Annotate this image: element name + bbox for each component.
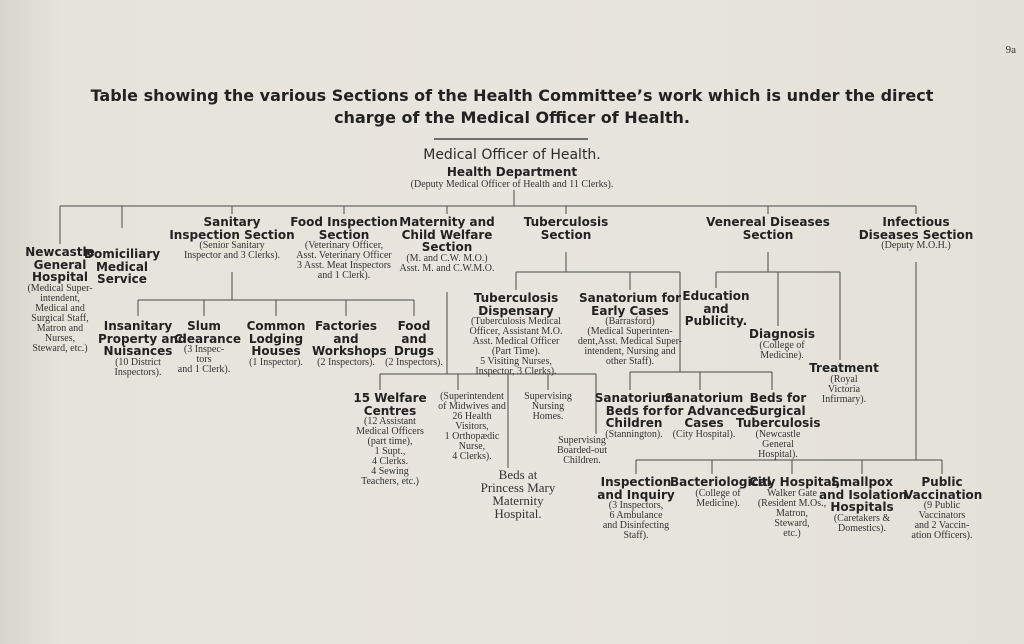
node-factories — [312, 319, 387, 368]
node-tb — [511, 216, 621, 241]
node-fooddrugs-name-2: Drugs — [393, 344, 435, 359]
node-vd-name-1: Section — [742, 227, 794, 242]
node-dispensary-note-0: (Tuberculosis Medical — [471, 316, 561, 328]
node-vaccination-note-1: Vaccinators — [918, 510, 966, 522]
node-welfare-note-1: Medical Officers — [356, 426, 424, 438]
node-sanatorium-note-0: (Barrasford) — [605, 316, 655, 328]
node-fooddrugs-name-0: Food — [397, 319, 431, 333]
node-lodging-name-1: Lodging — [248, 331, 304, 346]
node-smallpox — [819, 475, 908, 534]
node-diagnosis-note-1: Medicine). — [760, 349, 804, 361]
node-food-note-0: (Veterinary Officer, — [304, 240, 384, 252]
node-welfare-note-4: 4 Clerks. — [371, 456, 409, 468]
node-dispensary — [461, 292, 571, 377]
node-sanatorium-note-1: (Medical Superinten- — [587, 326, 673, 338]
node-infectious-name-1: Diseases Section — [858, 227, 974, 242]
node-cityhospital-note-0: Walker Gate — [767, 487, 817, 499]
node-newcastle-name-0: Newcastle — [25, 245, 95, 259]
node-lodging-name-0: Common — [246, 319, 306, 333]
node-education — [681, 290, 751, 328]
node-dispensary-note-5: Inspector, 3 Clerks). — [475, 366, 557, 378]
node-food-note-2: 3 Asst. Meat Inspectors — [297, 260, 391, 272]
node-vaccination-note-0: (9 Public — [923, 500, 961, 512]
node-inspection-note-1: 6 Ambulance — [609, 510, 663, 522]
node-sanatorium-name-1: Early Cases — [591, 303, 669, 318]
moh-heading: Medical Officer of Health. — [423, 147, 601, 163]
node-domiciliary-name-0: Domiciliary — [84, 247, 161, 261]
node-welfare-note-6: Teachers, etc.) — [361, 476, 419, 488]
node-boarded-note-2: Children. — [563, 455, 601, 466]
node-advanced — [664, 391, 754, 440]
node-lodging-name-2: Houses — [251, 344, 301, 359]
node-children-name-2: Children — [605, 416, 663, 431]
node-inspection-note-0: (3 Inspectors, — [608, 500, 664, 512]
node-beds-note-0: Beds at — [498, 467, 538, 482]
node-newcastle-note-4: Matron and — [36, 322, 84, 334]
node-slum — [174, 319, 241, 376]
node-children-name-1: Beds for — [605, 403, 663, 418]
node-cityhospital-note-3: Steward, — [774, 517, 810, 529]
node-inspection-name-0: Inspection — [600, 475, 672, 489]
node-advanced-note-0: (City Hospital). — [672, 428, 736, 440]
node-tb-name-0: Tuberculosis — [523, 215, 609, 229]
node-bacteriological-note-1: Medicine). — [696, 497, 740, 509]
node-lodging-note-0: (1 Inspector). — [249, 356, 303, 368]
node-surgical-note-2: Hospital). — [758, 448, 798, 460]
node-bacteriological-note-0: (College of — [695, 487, 741, 499]
node-boarded-note-1: Boarded-out — [557, 445, 607, 456]
health-department: Health Department — [446, 165, 578, 179]
page-number: 9a — [1005, 44, 1016, 56]
node-midwives-note-6: 4 Clerks). — [452, 451, 492, 462]
node-midwives-note-5: Nurse, — [458, 441, 486, 452]
node-education-name-0: Education — [682, 289, 750, 303]
node-food-note-3: and 1 Clerk). — [317, 270, 371, 282]
node-dispensary-name-1: Dispensary — [478, 303, 554, 318]
node-fooddrugs-note-0: (2 Inspectors). — [385, 356, 443, 368]
node-cityhospital-note-1: (Resident M.Os., — [757, 497, 827, 509]
node-surgical-name-2: Tuberculosis — [736, 416, 821, 431]
node-boarded-note-0: Supervising — [558, 435, 606, 446]
node-treatment-note-2: Infirmary). — [821, 393, 867, 405]
node-newcastle-note-6: Steward, etc.) — [32, 342, 88, 354]
node-fooddrugs — [384, 320, 444, 368]
node-cityhospital-note-2: Matron, — [776, 507, 808, 519]
node-dispensary-note-2: Asst. Medical Officer — [472, 336, 560, 348]
node-treatment — [809, 362, 879, 405]
node-advanced-name-1: for Advanced — [664, 403, 754, 418]
node-beds-note-3: Hospital. — [494, 506, 542, 521]
node-nursing-note-1: Nursing — [531, 401, 565, 412]
node-beds-note-1: Princess Mary — [480, 480, 556, 495]
node-vd — [703, 216, 833, 241]
node-infectious — [856, 216, 976, 251]
node-infectious-note-0: (Deputy M.O.H.) — [881, 240, 951, 252]
node-welfare-name-0: 15 Welfare — [353, 391, 427, 405]
node-slum-name-0: Slum — [187, 319, 221, 333]
node-children-name-0: Sanatorium — [594, 391, 674, 405]
node-dispensary-note-4: 5 Visiting Nurses, — [480, 356, 552, 368]
node-welfare-note-0: (12 Assistant — [364, 416, 416, 428]
node-advanced-name-2: Cases — [684, 416, 724, 431]
node-insanitary-name-1: Property and — [98, 331, 187, 346]
node-sanitary-name-1: Inspection Section — [169, 227, 295, 242]
health-department-note: (Deputy Medical Officer of Health and 11 Clerks). — [410, 179, 614, 190]
node-slum-note-1: tors — [196, 354, 212, 366]
node-maternity-name-1: Child Welfare — [401, 227, 493, 242]
node-infectious-name-0: Infectious — [882, 215, 950, 229]
node-sanitary-note-1: Inspector and 3 Clerks). — [183, 250, 281, 262]
node-treatment-note-1: Victoria — [827, 383, 861, 395]
node-maternity-note-1: Asst. M. and C.W.M.O. — [399, 262, 495, 274]
node-children-note-0: (Stannington). — [605, 428, 663, 440]
node-sanatorium — [570, 292, 690, 367]
title-line-2: charge of the Medical Officer of Health. — [334, 108, 690, 127]
node-vaccination-name-1: Vaccination — [904, 487, 983, 502]
node-cityhospital-note-4: etc.) — [783, 527, 801, 539]
node-boarded — [547, 436, 617, 466]
node-insanitary — [98, 319, 187, 378]
node-smallpox-name-0: Smallpox — [830, 475, 894, 489]
node-vd-name-0: Venereal Diseases — [706, 215, 830, 229]
node-treatment-note-0: (Royal — [830, 373, 858, 385]
node-factories-name-0: Factories — [315, 319, 377, 333]
node-newcastle-note-5: Nurses, — [44, 332, 76, 344]
node-vaccination-note-3: ation Officers). — [911, 530, 973, 542]
node-inspection-note-2: and Disinfecting — [602, 520, 670, 532]
node-sanatorium-note-4: other Staff). — [605, 356, 655, 368]
node-domiciliary — [84, 248, 160, 286]
node-domiciliary-name-2: Service — [97, 272, 147, 287]
node-newcastle-name-1: General — [33, 257, 87, 272]
node-food-name-1: Section — [318, 227, 370, 242]
node-vaccination-note-2: and 2 Vaccin- — [914, 520, 970, 532]
node-vaccination-name-0: Public — [921, 475, 963, 489]
node-beds-note-2: Maternity — [492, 493, 544, 508]
node-sanatorium-note-3: intendent, Nursing and — [584, 346, 676, 358]
node-sanatorium-name-0: Sanatorium for — [579, 291, 681, 305]
node-surgical-note-0: (Newcastle — [755, 428, 801, 440]
node-maternity-note-0: (M. and C.W. M.O.) — [406, 252, 488, 264]
node-slum-name-1: Clearance — [174, 331, 241, 346]
node-welfare-note-2: (part time), — [367, 436, 413, 448]
node-nursing-note-0: Supervising — [524, 391, 572, 402]
node-insanitary-name-0: Insanitary — [103, 319, 173, 333]
node-bacteriological-name-0: Bacteriological — [670, 475, 771, 489]
node-surgical-name-1: Surgical — [750, 403, 806, 418]
node-factories-name-2: Workshops — [312, 344, 387, 359]
node-surgical-note-1: General — [762, 438, 794, 450]
node-beds — [473, 468, 563, 520]
node-food-name-0: Food Inspection — [290, 215, 398, 229]
node-treatment-name-0: Treatment — [809, 361, 879, 375]
node-diagnosis-name-0: Diagnosis — [749, 327, 815, 341]
node-education-name-1: and — [703, 301, 729, 316]
node-tb-name-1: Section — [540, 227, 592, 242]
node-dispensary-note-3: (Part Time). — [491, 346, 541, 358]
node-nursing — [518, 392, 578, 422]
node-midwives-note-4: 1 Orthopædic — [444, 431, 500, 442]
node-domiciliary-name-1: Medical — [95, 259, 149, 274]
node-inspection — [594, 476, 678, 541]
node-education-name-2: Publicity. — [684, 314, 748, 329]
node-welfare-name-1: Centres — [363, 403, 417, 418]
node-diagnosis — [747, 328, 817, 361]
node-surgical-name-0: Beds for — [749, 391, 807, 405]
node-newcastle-note-3: Surgical Staff, — [31, 312, 89, 324]
node-food-note-1: Asst. Veterinary Officer — [296, 250, 392, 262]
node-lodging — [244, 320, 308, 368]
node-slum-note-0: (3 Inspec- — [183, 344, 225, 356]
node-welfare-note-3: 1 Supt., — [374, 446, 406, 458]
node-midwives — [430, 392, 514, 462]
node-inspection-name-1: and Inquiry — [597, 487, 675, 502]
node-surgical — [736, 392, 820, 460]
node-nursing-note-2: Homes. — [532, 411, 564, 422]
node-newcastle-name-2: Hospital — [31, 270, 89, 285]
node-insanitary-note-0: (10 District — [115, 356, 161, 368]
node-midwives-note-2: 26 Health — [452, 411, 492, 422]
node-advanced-name-0: Sanatorium — [664, 391, 744, 405]
title-line-1: Table showing the various Sections of the Health Committee’s work which is under the direct — [90, 86, 934, 105]
node-newcastle-note-0: (Medical Super- — [27, 282, 93, 294]
node-midwives-note-1: of Midwives and — [438, 401, 506, 412]
node-sanatorium-note-2: dent,Asst. Medical Super- — [577, 336, 683, 348]
node-newcastle-note-2: Medical and — [35, 302, 85, 314]
node-sanitary-name-0: Sanitary — [203, 215, 261, 229]
node-smallpox-note-0: (Caretakers & — [833, 512, 891, 524]
node-cityhospital-name-0: City Hospital, — [749, 475, 841, 489]
node-children — [594, 392, 674, 440]
node-vaccination — [904, 475, 983, 542]
node-welfare-note-5: 4 Sewing — [371, 466, 409, 478]
node-slum-note-2: and 1 Clerk). — [177, 364, 231, 376]
node-maternity-name-0: Maternity and — [399, 215, 495, 229]
node-dispensary-name-0: Tuberculosis — [473, 291, 559, 305]
node-insanitary-name-2: Nuisances — [103, 344, 173, 359]
node-smallpox-note-1: Domestics). — [837, 522, 887, 534]
node-midwives-note-3: Visitors, — [455, 421, 489, 432]
node-newcastle-note-1: intendent, — [40, 292, 80, 304]
node-smallpox-name-2: Hospitals — [830, 500, 894, 515]
node-dispensary-note-1: Officer, Assistant M.O. — [469, 326, 563, 338]
node-insanitary-note-1: Inspectors). — [114, 366, 162, 378]
node-sanitary-note-0: (Senior Sanitary — [199, 240, 265, 252]
node-factories-name-1: and — [333, 331, 359, 346]
node-midwives-note-0: (Superintendent — [440, 391, 504, 402]
node-fooddrugs-name-1: and — [401, 331, 427, 346]
node-maternity-name-2: Section — [421, 240, 473, 255]
node-factories-note-0: (2 Inspectors). — [317, 356, 375, 368]
node-smallpox-name-1: and Isolation — [819, 487, 908, 502]
node-maternity — [392, 216, 502, 274]
node-diagnosis-note-0: (College of — [759, 339, 805, 351]
node-welfare — [345, 392, 435, 487]
node-inspection-note-3: Staff). — [623, 530, 649, 542]
